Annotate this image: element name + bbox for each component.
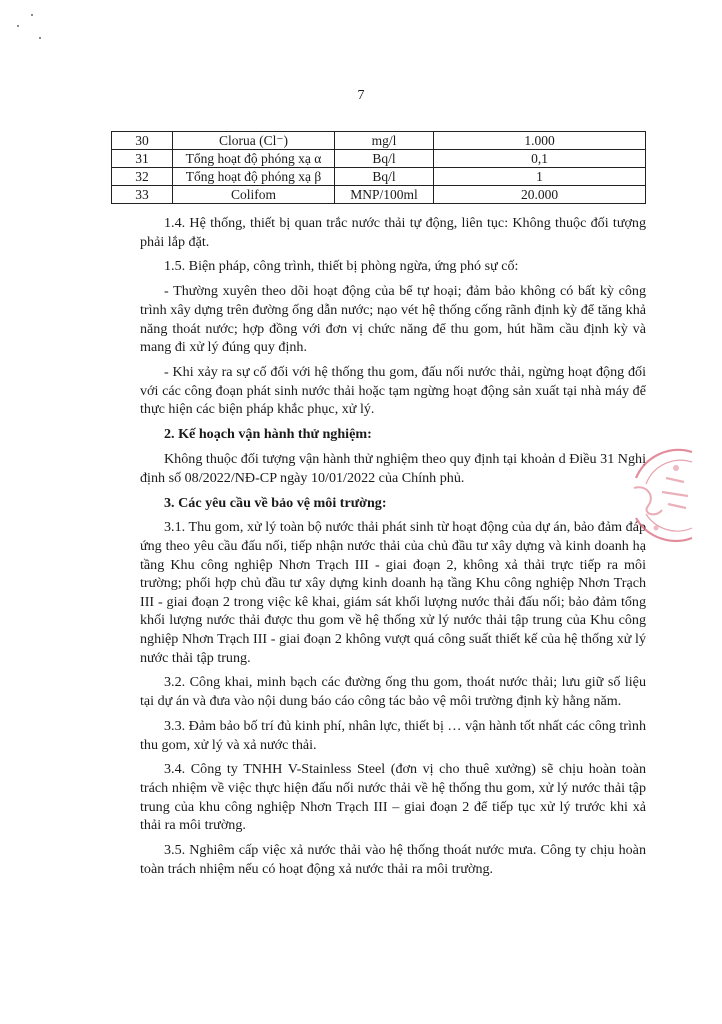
section-heading-3: 3. Các yêu cầu về bảo vệ môi trường: bbox=[164, 494, 387, 511]
scan-speck bbox=[17, 25, 19, 27]
row-number: 30 bbox=[112, 132, 173, 150]
scan-speck bbox=[39, 37, 41, 39]
row-number: 32 bbox=[112, 168, 173, 186]
row-number: 33 bbox=[112, 186, 173, 204]
parameter-name: Colifom bbox=[173, 186, 335, 204]
paragraph-3-2: 3.2. Công khai, minh bạch các đường ống thu gom, thoát nước thải; lưu giữ số liệu tại dự án và đưa vào nội dung báo cáo công tác bảo vệ môi trường định kỳ hằng năm. bbox=[140, 674, 646, 710]
scan-speck bbox=[31, 14, 33, 16]
parameter-unit: MNP/100ml bbox=[335, 186, 434, 204]
paragraph-incident: - Khi xảy ra sự cố đối với hệ thống thu gom, đấu nối nước thải, ngừng hoạt động đối với các công đoạn phát sinh nước thải hoặc tạm ngừng hoạt động sản xuất tại nhà máy để thực hiện các biện pháp khắc phục, xử lý. bbox=[140, 364, 646, 418]
table-row bbox=[112, 150, 646, 168]
parameter-limit: 1 bbox=[434, 168, 646, 186]
document-body bbox=[140, 214, 646, 885]
table-row bbox=[112, 186, 646, 204]
table-row bbox=[112, 132, 646, 150]
parameter-unit: Bq/l bbox=[335, 150, 434, 168]
parameter-limit: 1.000 bbox=[434, 132, 646, 150]
row-number: 31 bbox=[112, 150, 173, 168]
parameter-table bbox=[111, 131, 646, 204]
parameter-name: Tổng hoạt độ phóng xạ α bbox=[173, 150, 335, 168]
paragraph-monitoring: - Thường xuyên theo dõi hoạt động của bể tự hoại; đảm bảo không có bất kỳ công trình xây dựng trên đường ống dẫn nước; nạo vét hệ thống cống rãnh định kỳ để tăng khả năng thoát nước; hợp đồng với đơn vị chức năng để thu gom, hút hầm cầu định kỳ và mang đi xử lý đúng quy định. bbox=[140, 283, 646, 356]
parameter-name: Clorua (Cl⁻) bbox=[173, 132, 335, 150]
red-seal-stamp-fragment bbox=[626, 448, 696, 543]
paragraph-3-3: 3.3. Đảm bảo bố trí đủ kinh phí, nhân lực, thiết bị … vận hành tốt nhất các công trình thu gom, xử lý và xả nước thải. bbox=[140, 717, 646, 753]
parameter-name: Tổng hoạt độ phóng xạ β bbox=[173, 168, 335, 186]
paragraph-3-1: 3.1. Thu gom, xử lý toàn bộ nước thải phát sinh từ hoạt động của dự án, bảo đảm đáp ứng theo yêu cầu đấu nối, tiếp nhận nước thải của chủ đầu tư xây dựng và kinh doanh hạ tầng Khu công nghiệp Nhơn Trạch III - giai đoạn 2, không xả thải trực tiếp ra môi trường; phối hợp chủ đầu tư xây dựng kinh doanh hạ tầng Khu công nghiệp Nhơn Trạch III - giai đoạn 2 trong việc kê khai, giám sát khối lượng nước thải đấu nối; bảo đảm tổng khối lượng nước thải được thu gom về hệ thống xử lý nước thải tập trung của Khu công nghiệp Nhơn Trạch III - giai đoạn 2 không vượt quá công suất thiết kế của hệ thống xử lý nước thải tập trung. bbox=[140, 519, 646, 666]
parameter-limit: 20.000 bbox=[434, 186, 646, 204]
table-row bbox=[112, 168, 646, 186]
paragraph-1-4: 1.4. Hệ thống, thiết bị quan trắc nước thải tự động, liên tục: Không thuộc đối tượng phải lắp đặt. bbox=[140, 215, 646, 250]
paragraph-3-4: 3.4. Công ty TNHH V-Stainless Steel (đơn vị cho thuê xưởng) sẽ chịu hoàn toàn trách nhiệm về việc thực hiện đấu nối nước thải về hệ thống thu gom, xử lý nước thải tập trung của khu công nghiệp Nhơn Trạch III – giai đoạn 2 để tiếp tục xử lý trước khi xả thải ra môi trường. bbox=[140, 761, 646, 834]
parameter-unit: mg/l bbox=[335, 132, 434, 150]
paragraph-trial-operation: Không thuộc đối tượng vận hành thử nghiệm theo quy định tại khoản d Điều 31 Nghị định số 08/2022/NĐ-CP ngày 10/01/2022 của Chính phủ. bbox=[140, 451, 646, 486]
parameter-limit: 0,1 bbox=[434, 150, 646, 168]
paragraph-3-5: 3.5. Nghiêm cấp việc xả nước thải vào hệ thống thoát nước mưa. Công ty chịu hoàn toàn trách nhiệm nếu có hoạt động xả nước thải ra môi trường. bbox=[140, 842, 646, 877]
section-heading-2: 2. Kế hoạch vận hành thử nghiệm: bbox=[164, 426, 372, 443]
page-number: 7 bbox=[357, 88, 365, 103]
parameter-unit: Bq/l bbox=[335, 168, 434, 186]
paragraph-1-5: 1.5. Biện pháp, công trình, thiết bị phòng ngừa, ứng phó sự cố: bbox=[164, 258, 519, 275]
